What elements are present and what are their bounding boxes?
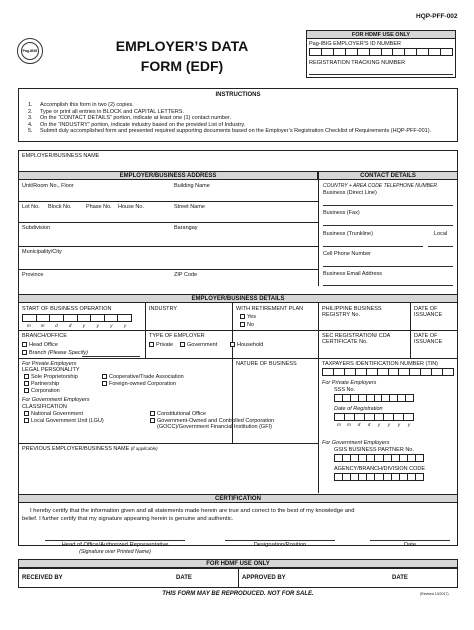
local-label: Local — [434, 231, 448, 237]
divider — [238, 568, 239, 588]
government-checkbox[interactable] — [180, 342, 185, 347]
no-checkbox[interactable] — [240, 322, 245, 327]
received-label: RECEIVED BY — [22, 575, 63, 581]
agency-cells[interactable] — [334, 473, 424, 481]
nature-label: NATURE OF BUSINESS — [236, 361, 297, 367]
house-label: House No. — [118, 204, 144, 210]
government-option[interactable] — [180, 342, 217, 348]
gsis-cells[interactable] — [334, 454, 424, 462]
form-title-line2: FORM (EDF) — [140, 58, 224, 74]
employer-id-label: Pag-IBIG EMPLOYER’S ID NUMBER — [309, 41, 401, 47]
branch-label: BRANCH/OFFICE — [22, 333, 67, 339]
start-operation-label: START OF BUSINESS OPERATION — [22, 306, 112, 312]
sec-label: SEC REGISTRATION/ CDA CERTIFICATE No. — [322, 333, 391, 345]
instruction-num: 2. — [28, 108, 33, 115]
household-label: Household — [237, 342, 264, 348]
instruction-num: 5. — [28, 128, 33, 135]
lgu-label: Local Government Unit (LGU) — [31, 418, 104, 424]
employer-name-input[interactable] — [22, 159, 454, 169]
lgu-checkbox[interactable] — [24, 418, 29, 423]
nature-input[interactable] — [236, 368, 314, 398]
tin-label: TAXPAYERS IDENTIFICATION NUMBER (TIN) — [322, 361, 439, 367]
household-option[interactable] — [230, 342, 263, 348]
direct-line-input[interactable] — [323, 205, 453, 206]
date-hint-char: y — [387, 422, 391, 427]
private-checkbox[interactable] — [149, 342, 154, 347]
position-label: Designation/Position — [253, 542, 307, 548]
lot-street-input[interactable] — [22, 211, 314, 221]
approved-label: APPROVED BY — [242, 575, 286, 581]
pagibig-logo — [17, 38, 43, 64]
sole-option[interactable] — [24, 374, 78, 380]
cellphone-label: Cell Phone Number — [323, 251, 371, 257]
tracking-label: REGISTRATION TRACKING NUMBER — [309, 60, 406, 66]
email-input[interactable] — [323, 285, 453, 286]
private-option[interactable] — [149, 342, 173, 348]
divider — [18, 201, 318, 202]
building-label: Building Name — [174, 183, 210, 189]
yes-label: Yes — [247, 314, 256, 320]
coop-checkbox[interactable] — [102, 374, 107, 379]
street-label: Street Name — [174, 204, 205, 210]
date-hint-char: m — [347, 422, 351, 427]
instruction-text: On the “INDUSTRY” portion, indicate industry based on the provided List of Industry. — [40, 121, 246, 128]
yes-checkbox[interactable] — [240, 314, 245, 319]
instruction-text: On the “CONTACT DETAILS” portion, indicate at least one (1) contact number. — [40, 115, 232, 122]
branch-option[interactable] — [22, 350, 88, 356]
date-hint-char: d — [357, 422, 361, 427]
head-office-option[interactable] — [22, 342, 58, 348]
province-zip-input[interactable] — [22, 279, 314, 285]
subdivision-label: Subdivision — [22, 225, 51, 231]
instructions-list — [28, 102, 453, 135]
gsis-label: GSIS BUSINESS PARTNER No. — [334, 447, 414, 453]
for-gov-label-2: For Government Employers — [322, 440, 390, 446]
details-header: EMPLOYER/BUSINESS DETAILS — [18, 294, 458, 303]
divider — [232, 358, 233, 443]
coop-option[interactable] — [102, 374, 184, 380]
instruction-num: 3. — [28, 115, 33, 122]
instruction-text: Type or print all entries in BLOCK and CAPITAL LETTERS. — [40, 108, 184, 115]
instruction-text: Submit duly accomplished form and presented required supporting documents based on the Employer’s Registration Checklist of Requirements (HQP-PFF-001). — [40, 128, 432, 135]
zip-label: ZIP Code — [174, 272, 198, 278]
constitutional-checkbox[interactable] — [150, 411, 155, 416]
sole-label: Sole Proprietorship — [31, 374, 78, 380]
previous-employer-input[interactable] — [22, 453, 314, 491]
date-hint-char: m — [27, 323, 31, 328]
reproduce-notice: THIS FORM MAY BE REPRODUCED. NOT FOR SALE. — [162, 591, 314, 597]
gocc-label-2: (GOCC)/Government Financial Institution (GFI) — [157, 424, 272, 430]
date-registration-label: Date of Registration — [334, 406, 383, 412]
hdmf-use-header: FOR HDMF USE ONLY — [306, 30, 456, 39]
block-label: Block No. — [48, 204, 72, 210]
divider — [318, 303, 319, 493]
retirement-yes[interactable] — [240, 314, 256, 320]
issuance-label: DATE OF ISSUANCE — [414, 306, 443, 318]
approved-date-label: DATE — [392, 575, 408, 581]
sss-label: SSS No. — [334, 387, 356, 393]
certification-header: CERTIFICATION — [18, 494, 458, 503]
date-line[interactable] — [370, 540, 450, 541]
certification-line2: belief. I further certify that my signature appearing herein is genuine and authentic. — [22, 516, 234, 522]
instruction-num: 1. — [28, 102, 33, 108]
logo-text: Pag-IBIG — [22, 49, 38, 53]
divider — [18, 246, 318, 247]
cellphone-input[interactable] — [323, 266, 453, 267]
date-hint-char: y — [96, 323, 99, 328]
date-hint-char: y — [110, 323, 113, 328]
divider — [18, 222, 318, 223]
agency-label: AGENCY/BRANCH/DIVISION CODE — [334, 466, 426, 472]
email-label: Business Email Address — [323, 271, 382, 277]
municipality-label: Municipality/City — [22, 249, 62, 255]
date-hint-char: m — [337, 422, 341, 427]
subdivision-barangay-input[interactable] — [22, 232, 314, 244]
corporation-option[interactable] — [24, 388, 60, 394]
signature-line[interactable] — [45, 540, 185, 541]
trunkline-input[interactable] — [323, 246, 423, 247]
date-hint-char: y — [377, 422, 381, 427]
please-specify-label: (Please Specify) — [47, 350, 89, 356]
address-contact-divider — [318, 171, 319, 286]
head-office-label: Head Office — [29, 342, 58, 348]
signature-printed-label: (Signature over Printed Name) — [79, 549, 151, 555]
household-checkbox[interactable] — [230, 342, 235, 347]
form-title-line1: EMPLOYER’S DATA — [115, 38, 249, 54]
national-label: National Government — [31, 411, 83, 417]
national-checkbox[interactable] — [24, 411, 29, 416]
head-office-checkbox[interactable] — [22, 342, 27, 347]
partnership-label: Partnership — [31, 381, 60, 387]
instruction-text: Accomplish this form in two (2) copies. — [40, 102, 134, 108]
unit-building-input[interactable] — [22, 190, 314, 200]
trunkline-label: Business (Trunkline) — [323, 231, 373, 237]
foreign-label: Foreign-owned Corporation — [109, 381, 176, 387]
direct-line-label: Business (Direct Line) — [323, 190, 377, 196]
received-date-label: DATE — [176, 575, 192, 581]
if-applicable-label: (if applicable) — [130, 446, 158, 451]
date-hint-char: y — [407, 422, 411, 427]
date-hint-char: y — [397, 422, 401, 427]
certification-line1: I hereby certify that the information given and all statements made herein are true and correct to the best of my knowledge and — [30, 508, 355, 514]
partnership-checkbox[interactable] — [24, 381, 29, 386]
retirement-no[interactable] — [240, 322, 254, 328]
province-label: Province — [22, 272, 44, 278]
gocc-checkbox[interactable] — [150, 418, 155, 423]
employer-name-label: EMPLOYER/BUSINESS NAME — [22, 153, 100, 159]
instructions-title: INSTRUCTIONS — [215, 92, 261, 98]
partnership-option[interactable] — [24, 381, 59, 387]
for-private-label-2: For Private Employers — [322, 380, 377, 386]
branch-checkbox[interactable] — [22, 350, 27, 355]
for-gov-label: For Government Employers — [22, 397, 90, 403]
barangay-label: Barangay — [174, 225, 198, 231]
national-option[interactable] — [24, 411, 83, 417]
foreign-option[interactable] — [102, 381, 176, 387]
phase-label: Phase No. — [86, 204, 112, 210]
fax-label: Business (Fax) — [323, 210, 360, 216]
type-employer-label: TYPE OF EMPLOYER — [149, 333, 205, 339]
date-hint-char: d — [68, 323, 72, 328]
no-label: No — [247, 322, 255, 328]
divider — [18, 269, 318, 270]
date-hint-2 — [334, 422, 414, 427]
revision-label: (Revised 10/2017) — [420, 592, 449, 596]
industry-label: INDUSTRY — [149, 306, 178, 312]
branch-specify-input[interactable] — [82, 356, 140, 357]
legal-personality-label: LEGAL PERSONALITY — [22, 367, 80, 373]
tin-cells[interactable] — [322, 368, 454, 376]
address-header: EMPLOYER/BUSINESS ADDRESS — [18, 171, 318, 180]
private-label: Private — [156, 342, 174, 348]
cert-date-label: Date — [403, 542, 417, 548]
foreign-checkbox[interactable] — [102, 381, 107, 386]
date-hint-char: y — [82, 323, 85, 328]
retirement-label: WITH RETIREMENT PLAN — [236, 306, 304, 312]
tracking-field[interactable] — [309, 74, 453, 75]
contact-code-hint: COUNTRY + AREA CODE TELEPHONE NUMBER — [323, 183, 437, 189]
local-input[interactable] — [428, 246, 453, 247]
branch-option-label: Branch — [29, 350, 47, 356]
position-line[interactable] — [225, 540, 335, 541]
lot-label: Lot No. — [22, 204, 40, 210]
constitutional-label: Constitutional Office — [157, 411, 207, 417]
date-hint-char: m — [40, 323, 45, 328]
fax-input[interactable] — [323, 225, 453, 226]
date-hint-char: y — [124, 323, 127, 328]
footer-hdmf-header: FOR HDMF USE ONLY — [18, 559, 458, 568]
previous-employer-label — [22, 446, 158, 452]
contact-header: CONTACT DETAILS — [318, 171, 458, 180]
divider — [18, 330, 458, 331]
previous-employer-text: PREVIOUS EMPLOYER/BUSINESS NAME — [22, 446, 130, 452]
constitutional-option[interactable] — [150, 411, 206, 417]
lgu-option[interactable] — [24, 418, 104, 424]
date-hint-char: d — [367, 422, 371, 427]
corporation-label: Corporation — [31, 388, 60, 394]
sss-cells[interactable] — [334, 394, 414, 402]
ph-registry-label: PHILIPPINE BUSINESS REGISTRY No. — [322, 306, 382, 318]
government-label: Government — [187, 342, 218, 348]
form-code: HQP-PFF-002 — [416, 13, 458, 20]
divider — [18, 358, 458, 359]
date-registration-cells[interactable] — [334, 413, 414, 421]
sole-checkbox[interactable] — [24, 374, 29, 379]
issuance-label-2: DATE OF ISSUANCE — [414, 333, 443, 345]
date-hint — [22, 323, 132, 328]
coop-label: Cooperative/Trade Association — [109, 374, 184, 380]
corporation-checkbox[interactable] — [24, 388, 29, 393]
gocc-label: Government-Owned and Controlled Corporation — [157, 418, 275, 424]
date-hint-char: d — [55, 323, 58, 328]
classification-label: CLASSIFICATION — [22, 404, 67, 410]
instruction-num: 4. — [28, 121, 33, 128]
for-private-label: For Private Employers — [22, 361, 77, 367]
start-operation-cells[interactable] — [22, 314, 132, 322]
employer-id-cells[interactable] — [309, 48, 453, 56]
unit-label: Unit/Room No., Floor — [22, 183, 74, 189]
head-office-rep-label: Head of Office/Authorized Representative — [61, 542, 169, 548]
municipality-input[interactable] — [22, 256, 314, 268]
divider — [18, 443, 318, 444]
